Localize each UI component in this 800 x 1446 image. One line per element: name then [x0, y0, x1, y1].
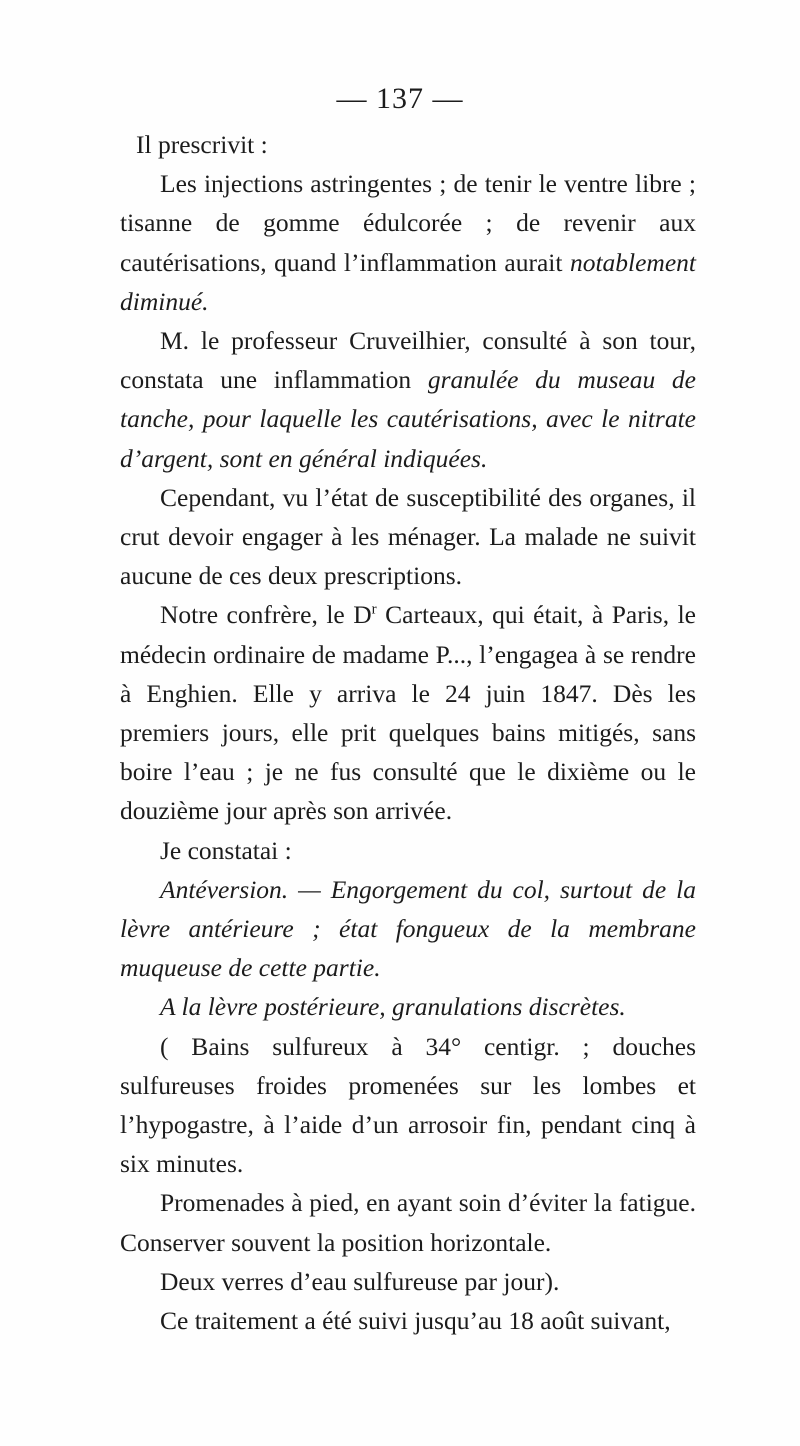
paragraph-4: Cependant, vu l’état de susceptibilité des organes, il crut devoir engager à les ménager. La malade ne suivit aucune de ces deux prescriptions. [120, 482, 696, 591]
paragraph-12: Ce traitement a été suivi jusqu’au 18 août suivant, [160, 1306, 671, 1336]
superscript: r [371, 601, 377, 618]
page-number: — 137 — [336, 82, 464, 115]
emphasis: notablement diminué. [120, 247, 696, 316]
paragraph-9: ( Bains sulfureux à 34° centigr. ; douches sulfureuses froides promenées sur les lombes et l’hypogastre, à l’aide d’un arrosoir fin, pendant cinq à six minutes. [120, 1031, 696, 1179]
paragraph-7: Antéversion. — Engorgement du col, surtout de la lèvre antérieure ; état fongueux de la membrane muqueuse de cette partie. [120, 874, 696, 983]
emphasis: granulée du museau de tanche, pour laquelle les cautérisations, avec le nitrate d’argent, sont en général indiquées. [120, 365, 696, 473]
paragraph-1: Il prescrivit : [136, 130, 268, 159]
body-text [120, 125, 696, 1340]
paragraph-3: M. le professeur Cruveilhier, consulté à son tour, constata une inflammation granulée du museau de tanche, pour laquelle les cautérisations, avec le nitrate d’argent, sont en général indiquées. [120, 326, 696, 473]
paragraph-2: Les injections astringentes ; de tenir le ventre libre ; tisanne de gomme édulcorée ; de revenir aux cautérisations, quand l’inflammation aurait notablement diminué. [120, 169, 696, 316]
paragraph-11: Deux verres d’eau sulfureuse par jour). [160, 1266, 560, 1296]
paragraph-10: Promenades à pied, en ayant soin d’éviter la fatigue. Conserver souvent la position horizontale. [120, 1188, 696, 1257]
paragraph-8: A la lèvre postérieure, granulations discrètes. [160, 992, 626, 1022]
paragraph-6: Je constatai : [160, 835, 292, 865]
paragraph-5: Notre confrère, le $D^r$ Carteaux, qui était, à Paris, le médecin ordinaire de madame P..., l’engagea à se rendre à Enghien. Elle y arriva le 24 juin 1847. Dès les premiers jours, elle prit quelques bains mitigés, sans boire l’eau ; je ne fus consulté que le dixième ou le douzième jour après son arrivée. [120, 600, 696, 826]
